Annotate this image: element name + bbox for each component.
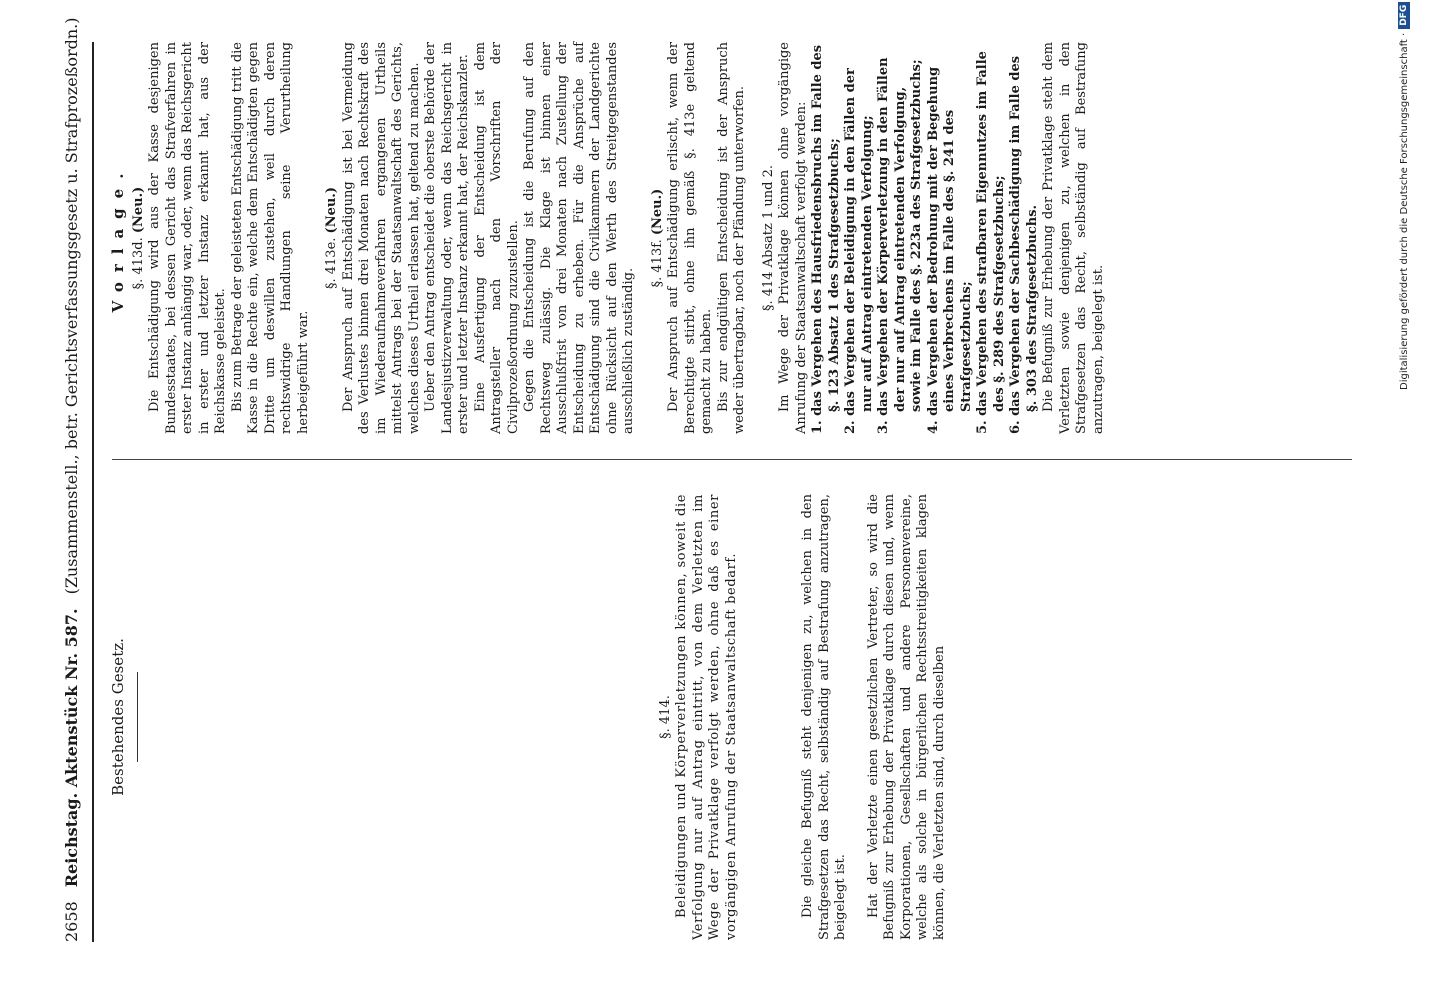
column-divider	[112, 459, 1352, 460]
section-text: Der Anspruch auf Entschädigung ist bei Vermeidung des Verlustes binnen drei Monaten nach Rechtskraft des im Wiederaufnahmeverfahren ergangenen Urtheils mittelst Antrags bei der Staatsanwaltschaft des Gerichts, welches dieses Urtheil erlassen hat, geltend zu machen.	[340, 42, 422, 434]
running-subtitle: (Zusammenstell., betr. Gerichtsverfassungsgesetz u. Strafprozeßordn.)	[62, 17, 81, 595]
section-text: Die Entschädigung wird aus der Kasse desjenigen Bundesstaates, bei dessen Gericht das Strafverfahren in erster Instanz anhängig war, oder, wenn das Reichsgericht in erster und letzter Instanz erkannt hat, aus der Reichskasse geleistet.	[147, 42, 228, 434]
section-number: §. 413e.	[324, 237, 339, 289]
section-heading	[650, 42, 667, 434]
list-item: 4. das Vergehen der Bedrohung mit der Begehung eines Verbrechens im Falle des §. 241 des Strafgesetzbuchs;	[925, 66, 974, 434]
section-heading: §. 414.	[657, 695, 673, 739]
running-title: Reichstag. Aktenstück Nr. 587.	[62, 608, 81, 888]
digitization-note	[1392, 4, 1416, 390]
section-paragraph: Bis zur endgültigen Entscheidung ist der Anspruch weder übertragbar, noch der Pfändung unterworfen.	[715, 42, 747, 434]
header-rule	[92, 42, 94, 942]
digitization-text: Digitalisierung gefördert durch die Deutsche Forschungsgemeinschaft ·	[1398, 32, 1410, 390]
section-heading	[324, 42, 341, 434]
section-paragraph: Die gleiche Befugniß steht denjenigen zu, welchen in den Strafgesetzen das Recht, selbständig auf Bestrafung anzutragen, beigelegt ist.	[800, 494, 848, 940]
section-heading	[131, 42, 148, 434]
section-paragraph: Eine Ausfertigung der Entscheidung ist dem Antragsteller nach den Vorschriften der Civilprozeßordnung zuzustellen.	[472, 42, 521, 434]
section-paragraph: Bis zum Betrage der geleisteten Entschädigung tritt die Kasse in die Rechte ein, welche dem Entschädigten gegen Dritte um deswillen zustehen, weil durch deren rechtswidrige Handlungen seine Verurtheilung herbeigeführt war.	[229, 42, 311, 434]
section-paragraph: Gegen die Entscheidung ist die Berufung auf den Rechtsweg zulässig. Die Klage ist binnen einer Ausschlußfrist von drei Monaten nach Zustellung der Entscheidung zu erheben. Für die Ansprüche auf Entschädigung sind die Civilkammern der Landgerichte ohne Rücksicht auf den Werth des Streitgegenstandes ausschließlich zuständig.	[522, 42, 636, 434]
dfg-logo-icon: DFG	[1398, 2, 1410, 29]
list-item: 5. das Vergehen des strafbaren Eigennutzes im Falle des §. 289 des Strafgesetzbuchs;	[975, 51, 1007, 434]
list-item: 3. das Vergehen der Körperverletzung in den Fällen der nur auf Antrag eintretenden Verfolgung, sowie im Falle des §. 223a des Strafgesetzbuchs;	[876, 57, 924, 434]
list-item: 2. das Vergehen der Beleidigung in den Fällen der nur auf Antrag eintretenden Verfolgung;	[843, 68, 875, 434]
section-text: Der Anspruch auf Entschädigung erlischt, wenn der Berechtigte stirbt, ohne ihn gemäß §. 413e geltend gemacht zu haben.	[666, 42, 714, 434]
section-text: Im Wege der Privatklage können ohne vorgängige Anrufung der Staatsanwaltschaft verfolgt werden:	[777, 42, 809, 434]
section-number: §. 413f.	[649, 239, 665, 288]
section-paragraph: Die Befugniß zur Erhebung der Privatklage steht dem Verletzten sowie denjenigen zu, welchen in den Strafgesetzen das Recht, selbständig auf Bestrafung anzutragen, beigelegt ist.	[1041, 42, 1106, 434]
new-marker: (Neu.)	[324, 187, 339, 234]
new-marker: (Neu.)	[649, 188, 665, 236]
list-item: 6. das Vergehen der Sachbeschädigung im Falle des §. 303 des Strafgesetzbuchs.	[1008, 55, 1040, 434]
section-heading: §. 414 Absatz 1 und 2.	[760, 164, 776, 312]
section-text: Beleidigungen und Körperverletzungen können, soweit die Verfolgung nur auf Antrag eintritt, von dem Verletzten im Wege der Privatklage verfolgt werden, ohne daß es einer vorgängigen Anrufung der Staatsanwaltschaft bedarf.	[674, 494, 739, 940]
right-column-proposal	[110, 42, 1107, 434]
page-header	[62, 17, 92, 942]
section-number: §. 413d.	[130, 237, 146, 290]
section-paragraph: Ueber den Antrag entscheidet die oberste Behörde der Landesjustizverwaltung oder, wenn das Reichsgericht in erster und letzter Instanz erkannt hat, der Reichskanzler.	[423, 42, 471, 434]
right-column-title: Vorlage.	[109, 163, 127, 313]
list-item: 1. das Vergehen des Hausfriedensbruchs im Falle des §. 123 Absatz 1 des Strafgesetzbuchs;	[810, 44, 842, 434]
section-paragraph: Hat der Verletzte einen gesetzlichen Vertreter, so wird die Befugniß zur Erhebung der Privatklage durch diesen und, wenn Korporationen, Gesellschaften und andere Personenvereine, welche als solche in bürgerlichen Rechtsstreitigkeiten klagen können, die Verletzten sind, durch dieselben	[865, 494, 947, 940]
left-column-title: Bestehendes Gesetz.	[109, 638, 127, 796]
new-marker: (Neu.)	[130, 186, 146, 234]
page-number: 2658	[62, 901, 81, 942]
left-column-existing-law	[110, 494, 948, 940]
